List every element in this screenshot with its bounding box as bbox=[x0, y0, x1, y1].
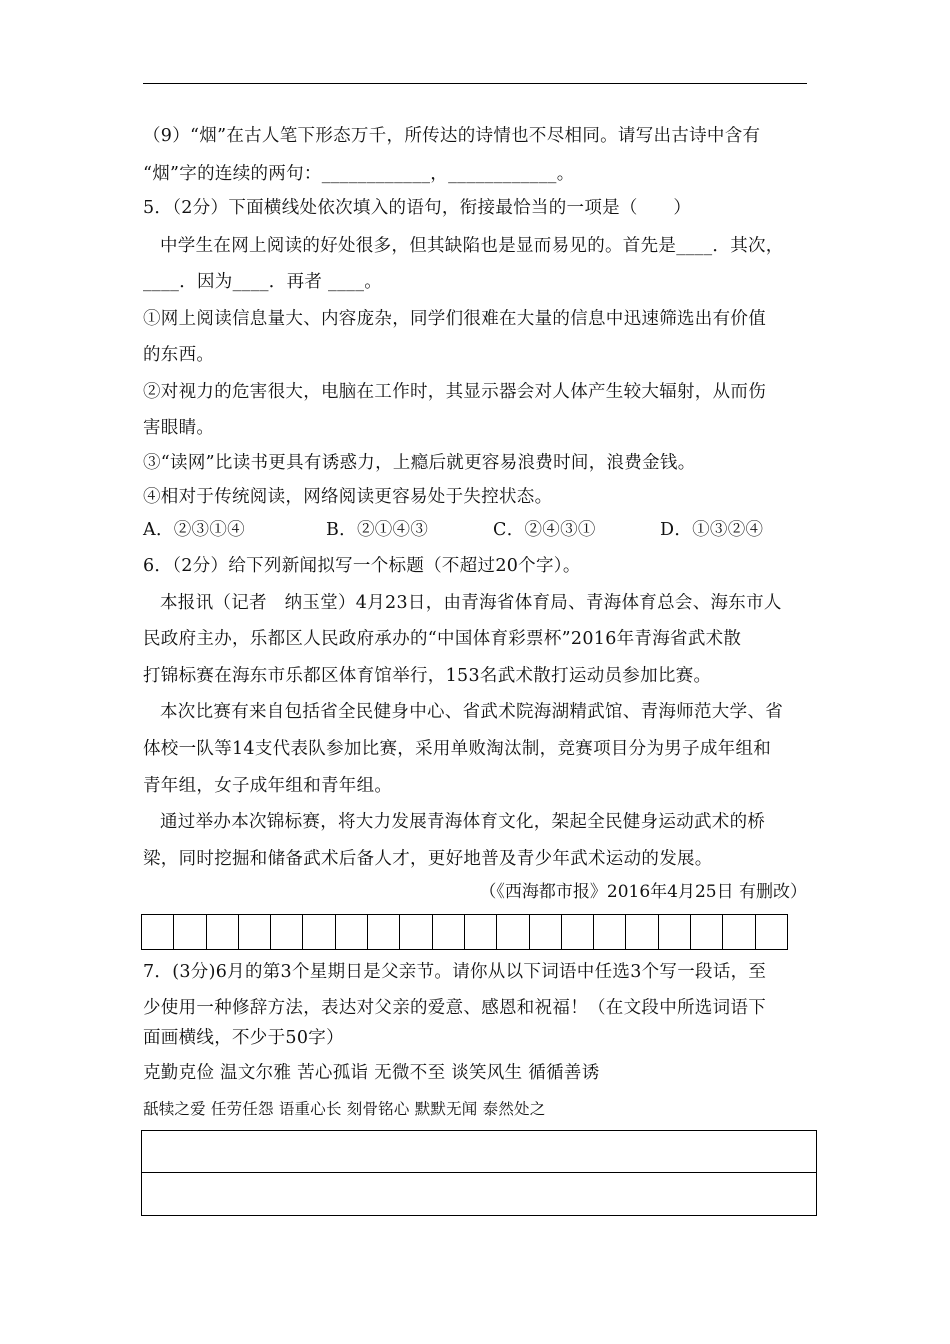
q6-p3-line2: 梁，同时挖掘和储备武术后备人才，更好地普及青少年武术运动的发展。 bbox=[143, 849, 713, 869]
q6-answer-grid[interactable] bbox=[141, 914, 788, 950]
q7-words-line1: 克勤克俭 温文尔雅 苦心孤诣 无微不至 谈笑风生 循循善诱 bbox=[143, 1063, 600, 1083]
q7-stem-line3: 面画横线，不少于50字） bbox=[143, 1028, 344, 1048]
q6-answer-cell[interactable] bbox=[336, 915, 368, 949]
q5-item2-line2: 害眼睛。 bbox=[143, 418, 215, 438]
q5-item4: ④相对于传统阅读，网络阅读更容易处于失控状态。 bbox=[143, 487, 553, 507]
q4-9-line2: “烟”字的连续的两句：____________，____________。 bbox=[143, 164, 575, 184]
q5-option-d[interactable]: D．①③②④ bbox=[660, 520, 764, 540]
q7-stem-line1: 7．(3分)6月的第3个星期日是父亲节。请你从以下词语中任选3个写一段话，至 bbox=[143, 962, 767, 982]
q5-item1-line1: ①网上阅读信息量大、内容庞杂，同学们很难在大量的信息中迅速筛选出有价值 bbox=[143, 309, 766, 329]
q5-stem: 5．（2分）下面横线处依次填入的语句，衔接最恰当的一项是（ ） bbox=[143, 198, 692, 218]
q6-p1-line3: 打锦标赛在海东市乐都区体育馆举行，153名武术散打运动员参加比赛。 bbox=[143, 666, 712, 686]
q5-passage-line1: 中学生在网上阅读的好处很多，但其缺陷也是显而易见的。首先是____．其次， bbox=[160, 236, 784, 256]
q6-answer-cell[interactable] bbox=[142, 915, 174, 949]
q6-answer-cell[interactable] bbox=[497, 915, 529, 949]
q6-p1-line2: 民政府主办，乐都区人民政府承办的“中国体育彩票杯”2016年青海省武术散 bbox=[143, 629, 742, 649]
q7-answer-row[interactable] bbox=[142, 1173, 816, 1215]
q6-p1-line1: 本报讯（记者 纳玉堂）4月23日，由青海省体育局、青海体育总会、海东市人 bbox=[160, 593, 782, 613]
q6-answer-cell[interactable] bbox=[207, 915, 239, 949]
q7-stem-line2: 少使用一种修辞方法，表达对父亲的爱意、感恩和祝福！（在文段中所选词语下 bbox=[143, 998, 766, 1018]
q6-answer-cell[interactable] bbox=[723, 915, 755, 949]
q6-p2-line2: 体校一队等14支代表队参加比赛，采用单败淘汰制，竞赛项目分为男子成年组和 bbox=[143, 739, 772, 759]
q7-answer-row[interactable] bbox=[142, 1131, 816, 1173]
q6-p2-line1: 本次比赛有来自包括省全民健身中心、省武术院海湖精武馆、青海师范大学、省 bbox=[160, 702, 783, 722]
q7-answer-box[interactable] bbox=[141, 1130, 817, 1216]
q5-item3: ③“读网”比读书更具有诱惑力，上瘾后就更容易浪费时间，浪费金钱。 bbox=[143, 453, 696, 473]
q4-9-line1: （9）“烟”在古人笔下形态万千，所传达的诗情也不尽相同。请写出古诗中含有 bbox=[143, 126, 761, 146]
q6-answer-cell[interactable] bbox=[433, 915, 465, 949]
q6-stem: 6．（2分）给下列新闻拟写一个标题（不超过20个字）。 bbox=[143, 556, 581, 576]
q6-answer-cell[interactable] bbox=[465, 915, 497, 949]
header-rule bbox=[143, 83, 807, 84]
q6-answer-cell[interactable] bbox=[530, 915, 562, 949]
q6-p2-line3: 青年组，女子成年组和青年组。 bbox=[143, 776, 393, 796]
q6-answer-cell[interactable] bbox=[659, 915, 691, 949]
q6-answer-cell[interactable] bbox=[626, 915, 658, 949]
q6-answer-cell[interactable] bbox=[174, 915, 206, 949]
q6-answer-cell[interactable] bbox=[562, 915, 594, 949]
q5-option-b[interactable]: B．②①④③ bbox=[326, 520, 429, 540]
q6-answer-cell[interactable] bbox=[303, 915, 335, 949]
q5-option-a[interactable]: A．②③①④ bbox=[143, 520, 245, 540]
q6-p3-line1: 通过举办本次锦标赛，将大力发展青海体育文化，架起全民健身运动武术的桥 bbox=[160, 812, 766, 832]
q5-item1-line2: 的东西。 bbox=[143, 345, 215, 365]
q5-option-c[interactable]: C．②④③① bbox=[493, 520, 596, 540]
q6-answer-cell[interactable] bbox=[594, 915, 626, 949]
q6-answer-cell[interactable] bbox=[691, 915, 723, 949]
q5-options bbox=[143, 518, 763, 542]
q6-answer-cell[interactable] bbox=[756, 915, 788, 949]
q6-source: （《西海都市报》2016年4月25日 有删改） bbox=[479, 882, 807, 902]
q6-answer-cell[interactable] bbox=[400, 915, 432, 949]
q5-item2-line1: ②对视力的危害很大，电脑在工作时，其显示器会对人体产生较大辐射，从而伤 bbox=[143, 382, 766, 402]
q5-passage-line2: ____．因为____．再者 ____。 bbox=[143, 272, 383, 292]
q7-words-line2: 舐犊之爱 任劳任怨 语重心长 刻骨铭心 默默无闻 泰然处之 bbox=[143, 1100, 546, 1118]
q6-answer-cell[interactable] bbox=[239, 915, 271, 949]
q6-answer-cell[interactable] bbox=[271, 915, 303, 949]
q6-answer-cell[interactable] bbox=[368, 915, 400, 949]
